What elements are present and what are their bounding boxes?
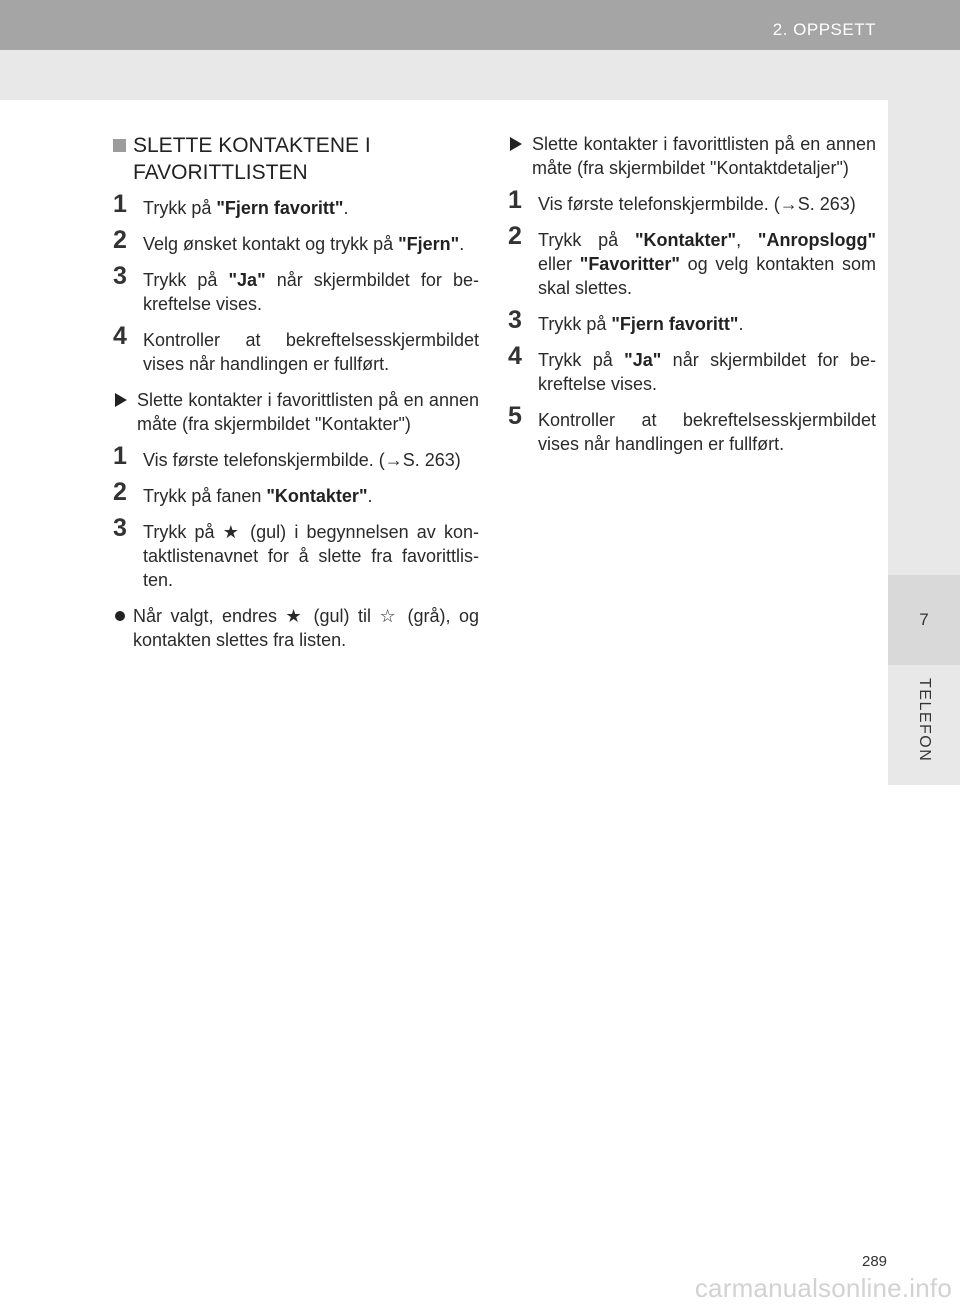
step-item: 4 Trykk på "Ja" når skjermbildet for bekreftelse vises. (508, 342, 876, 394)
watermark: carmanualsonline.info (694, 1273, 952, 1303)
button-reference: "Kontakter" (266, 486, 368, 506)
step-number: 4 (113, 322, 127, 350)
step-number: 3 (508, 306, 522, 334)
button-reference: "Fjern favoritt" (216, 198, 344, 218)
button-reference: "Fjern favoritt" (611, 314, 739, 334)
step-number: 1 (113, 190, 127, 218)
step-number: 2 (508, 222, 522, 250)
section-title: 2. OPPSETT (772, 20, 876, 39)
square-bullet-icon (113, 139, 126, 152)
step-number: 5 (508, 402, 522, 430)
step-number: 1 (113, 442, 127, 470)
step-item: 3 Trykk på "Ja" når skjermbildet for bekreftelse vises. (113, 262, 479, 314)
step-number: 3 (113, 514, 127, 542)
button-reference: "Favoritter" (579, 254, 680, 274)
button-reference: "Ja" (624, 350, 662, 370)
step-number: 4 (508, 342, 522, 370)
button-reference: "Kontakter" (635, 230, 737, 250)
step-item: 5 Kontroller at bekreftelsesskjermbildet vises når handlingen er fullført. (508, 402, 876, 454)
step-item: 4 Kontroller at bekreftelsesskjermbildet vises når handlingen er fullført. (113, 322, 479, 374)
button-reference: "Fjern" (398, 234, 460, 254)
sub-procedure-heading: Slette kontakter i favorittlisten på en annen måte (fra skjermbildet "Kontakter") (113, 388, 479, 436)
step-number: 3 (113, 262, 127, 290)
chapter-label: TELEFON (916, 677, 933, 763)
right-column (508, 132, 876, 468)
note-bullet: Når valgt, endres ★ (gul) til ☆ (grå), og kontakten slettes fra listen. (113, 604, 479, 652)
step-item: 2 Velg ønsket kontakt og trykk på "Fjern". (113, 226, 465, 254)
step-item: 3 Trykk på ★ (gul) i begynnelsen av kontaktlistenavnet for å slette fra favorittlisten. (113, 514, 479, 590)
triangle-arrow-icon (510, 137, 522, 151)
triangle-arrow-icon (115, 393, 127, 407)
button-reference: "Anropslogg" (757, 230, 876, 250)
step-item: 1 Vis første telefonskjermbilde. (→S. 263) (508, 186, 856, 214)
step-item: 1 Trykk på "Fjern favoritt". (113, 190, 349, 218)
step-number: 2 (113, 478, 127, 506)
button-reference: "Ja" (228, 270, 266, 290)
step-item: 1 Vis første telefonskjermbilde. (→S. 263) (113, 442, 461, 470)
round-bullet-icon (115, 611, 125, 621)
step-item: 2 Trykk på fanen "Kontakter". (113, 478, 373, 506)
side-tab-strip (888, 100, 960, 575)
page-number: 289 (862, 1253, 888, 1270)
chapter-label-tab (888, 665, 960, 775)
step-item: 2 Trykk på "Kontakter", "Anropslogg" eller "Favoritter" og velg kontakten som skal slettes. (508, 222, 877, 298)
chapter-number-tab (888, 575, 960, 665)
sub-procedure-heading: Slette kontakter i favorittlisten på en annen måte (fra skjermbildet "Kontaktdetaljer") (508, 132, 876, 180)
step-number: 2 (113, 226, 127, 254)
step-item: 3 Trykk på "Fjern favoritt". (508, 306, 744, 334)
section-heading: SLETTE KONTAKTENE I FAVORITTLISTEN (113, 132, 479, 186)
step-number: 1 (508, 186, 522, 214)
left-column (113, 132, 479, 652)
chapter-number: 7 (919, 610, 929, 629)
